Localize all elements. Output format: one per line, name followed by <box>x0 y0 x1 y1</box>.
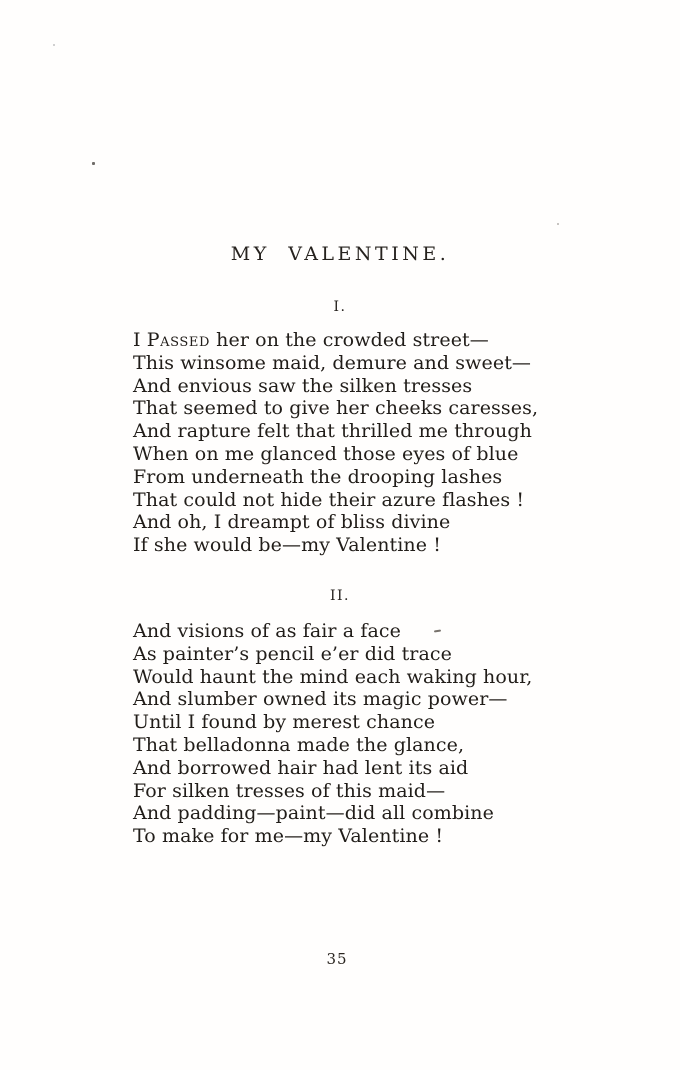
page-number: 35 <box>326 950 348 968</box>
poem-title: MY VALENTINE. <box>230 243 450 265</box>
poem-line: If she would be—my Valentine ! <box>133 534 441 557</box>
poem-line: As painter’s pencil e’er did trace <box>133 642 453 665</box>
poem-line: That seemed to give her cheeks caresses, <box>133 397 539 420</box>
poem-line: That belladonna made the glance, <box>133 733 465 756</box>
stanza-numeral-1: I. <box>333 299 347 315</box>
scan-speck <box>53 44 55 46</box>
poem-line: That could not hide their azure flashes ! <box>133 488 525 511</box>
stanza-numeral-2: II. <box>329 588 350 604</box>
poem-line: Would haunt the mind each waking hour, <box>133 665 533 688</box>
poem-line: And envious saw the silken tresses <box>133 374 473 397</box>
poem-line: And visions of as fair a face <box>133 620 401 642</box>
poem-line: And rapture felt that thrilled me through <box>133 420 532 443</box>
poem-line: Until I found by merest chance <box>133 711 436 734</box>
poem-line: From underneath the drooping lashes <box>133 465 503 488</box>
poem-line: When on me glanced those eyes of blue <box>133 442 519 465</box>
stanza-2 <box>133 620 563 848</box>
stanza-1 <box>133 329 563 557</box>
scan-speck <box>557 223 559 225</box>
poem-line: And oh, I dreampt of bliss divine <box>133 511 451 534</box>
poem-line: To make for me—my Valentine ! <box>133 825 444 848</box>
poem-line: And borrowed hair had lent its aid <box>133 756 469 779</box>
poem-line: This winsome maid, demure and sweet— <box>133 351 532 374</box>
scan-speck <box>92 162 95 165</box>
poem-line: And padding—paint—did all combine <box>133 802 494 825</box>
poem-line: I Passed her on the crowded street— <box>133 329 489 351</box>
poem-line: For silken tresses of this maid— <box>133 779 446 802</box>
poem-line: And slumber owned its magic power— <box>133 688 508 711</box>
